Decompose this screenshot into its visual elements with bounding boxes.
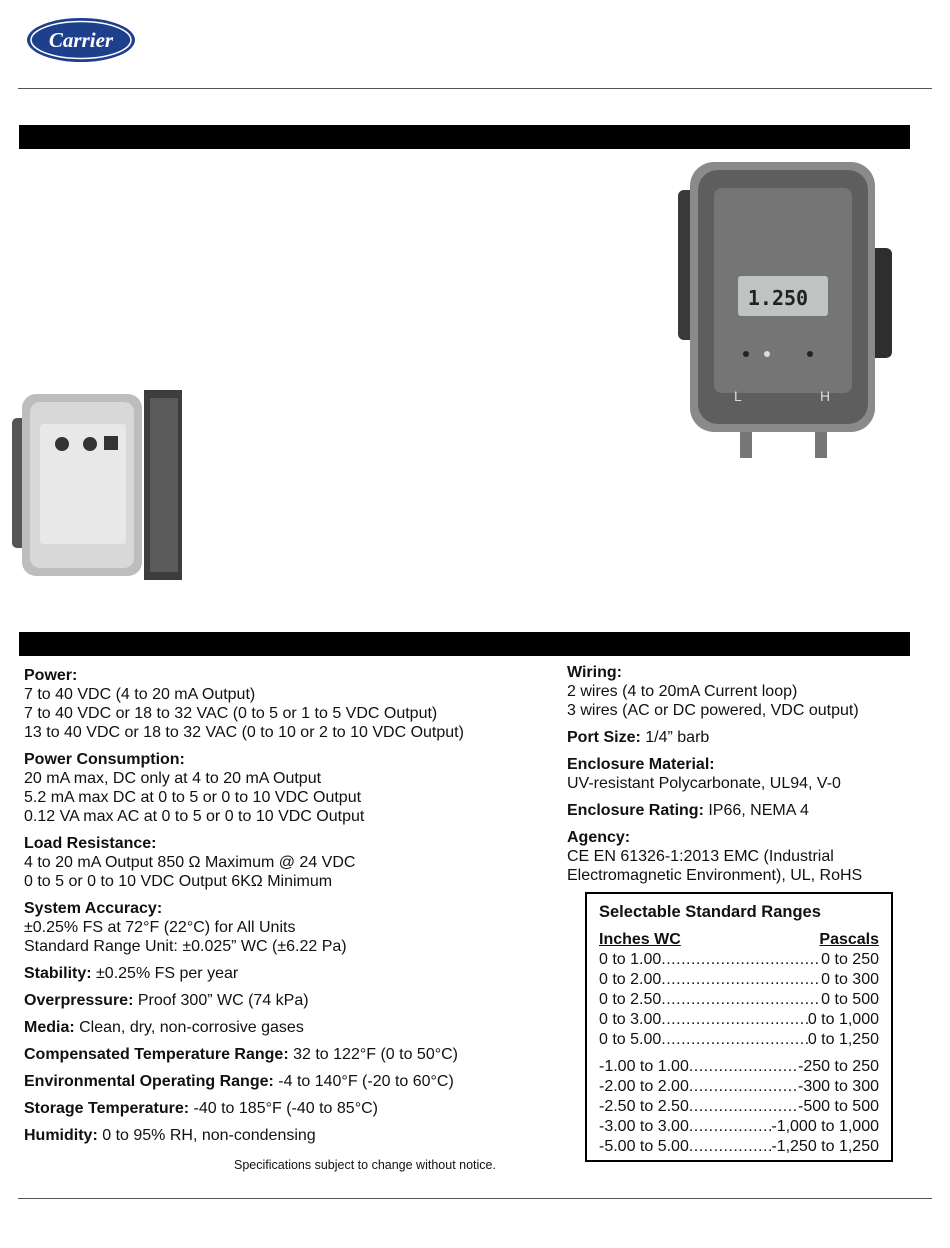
range-row (599, 990, 879, 1010)
spec-line: 13 to 40 VDC or 18 to 32 VAC (0 to 10 or 2 to 10 VDC Output) (24, 724, 464, 741)
range-pascals: 0 to 1,250 (807, 1031, 879, 1048)
spec-line: 0.12 VA max AC at 0 to 5 or 0 to 10 VDC Output (24, 808, 365, 825)
spec-label: Agency: (567, 829, 631, 846)
transmitter-open-photo (12, 388, 182, 580)
range-inches: -1.00 to 1.00 (599, 1058, 689, 1075)
spec-value: -4 to 140°F (-20 to 60°C) (278, 1073, 454, 1090)
spec-line: 2 wires (4 to 20mA Current loop) (567, 683, 798, 700)
spec-agency (567, 828, 927, 885)
range-row (599, 1117, 879, 1137)
spec-value: 1/4” barb (645, 729, 710, 746)
range-pascals: -500 to 500 (798, 1098, 879, 1115)
header-rule (18, 88, 932, 89)
section-bar-top (19, 125, 910, 149)
range-pascals: -1,250 to 1,250 (771, 1138, 879, 1155)
range-inches: -2.50 to 2.50 (599, 1098, 689, 1115)
spec-line: 7 to 40 VDC (4 to 20 mA Output) (24, 686, 256, 703)
spec-line: 4 to 20 mA Output 850 Ω Maximum @ 24 VDC (24, 854, 356, 871)
range-row (599, 1030, 879, 1050)
spec-environmental-operating-range (24, 1072, 544, 1091)
spec-line: 7 to 40 VDC or 18 to 32 VAC (0 to 5 or 1 to 5 VDC Output) (24, 705, 438, 722)
range-pascals: -300 to 300 (798, 1078, 879, 1095)
range-pascals: -250 to 250 (798, 1058, 879, 1075)
spec-label: Environmental Operating Range: (24, 1073, 274, 1090)
spec-value: Clean, dry, non-corrosive gases (79, 1019, 304, 1036)
spec-label: Enclosure Material: (567, 756, 715, 773)
spec-line: 0 to 5 or 0 to 10 VDC Output 6KΩ Minimum (24, 873, 333, 890)
range-row (599, 970, 879, 990)
spec-power (24, 666, 544, 742)
footer-rule (18, 1198, 932, 1199)
spec-load-resistance (24, 834, 544, 891)
spec-label: Overpressure: (24, 992, 134, 1009)
spec-label: Media: (24, 1019, 75, 1036)
range-inches: -3.00 to 3.00 (599, 1118, 689, 1135)
disclaimer-note: Specifications subject to change without notice. (234, 1158, 496, 1172)
spec-value: ±0.25% FS per year (96, 965, 239, 982)
spec-line: Standard Range Unit: ±0.025” WC (±6.22 Pa) (24, 938, 347, 955)
spec-value: 32 to 122°F (0 to 50°C) (293, 1046, 458, 1063)
spec-line: 3 wires (AC or DC powered, VDC output) (567, 702, 859, 719)
carrier-logo (26, 17, 136, 63)
range-pascals: 0 to 500 (821, 991, 879, 1008)
spec-stability (24, 964, 544, 983)
col-pascals: Pascals (819, 931, 879, 948)
spec-value: -40 to 185°F (-40 to 85°C) (193, 1100, 378, 1117)
spec-value: Proof 300” WC (74 kPa) (137, 992, 309, 1009)
range-inches: -5.00 to 5.00 (599, 1138, 689, 1155)
spec-label: Load Resistance: (24, 835, 157, 852)
spec-label: Compensated Temperature Range: (24, 1046, 289, 1063)
spec-line: 20 mA max, DC only at 4 to 20 mA Output (24, 770, 322, 787)
logo-text: Carrier (48, 28, 114, 52)
range-row (599, 950, 879, 970)
spec-value: IP66, NEMA 4 (708, 802, 809, 819)
spec-humidity (24, 1126, 544, 1145)
range-row (599, 1010, 879, 1030)
spec-system-accuracy (24, 899, 544, 956)
spec-label: Port Size: (567, 729, 641, 746)
spec-label: Humidity: (24, 1127, 98, 1144)
range-inches: -2.00 to 2.00 (599, 1078, 689, 1095)
col-inches-wc: Inches WC (599, 931, 681, 948)
spec-compensated-temperature (24, 1045, 544, 1064)
spec-line: 5.2 mA max DC at 0 to 5 or 0 to 10 VDC Output (24, 789, 362, 806)
range-pascals: -1,000 to 1,000 (771, 1118, 879, 1135)
range-inches: 0 to 1.00 (599, 951, 662, 968)
port-label-l: L (734, 388, 742, 404)
range-pascals: 0 to 1,000 (807, 1011, 879, 1028)
range-row (599, 1057, 879, 1077)
spec-storage-temperature (24, 1099, 544, 1118)
spec-label: System Accuracy: (24, 900, 163, 917)
spec-power-consumption (24, 750, 544, 826)
section-bar-specs (19, 632, 910, 656)
spec-line: CE EN 61326-1:2013 EMC (Industrial (567, 848, 834, 865)
spec-label: Storage Temperature: (24, 1100, 190, 1117)
range-row (599, 1077, 879, 1097)
spec-port-size (567, 728, 927, 747)
spec-label: Enclosure Rating: (567, 802, 704, 819)
spec-label: Power: (24, 667, 78, 684)
specifications-left (24, 666, 544, 1153)
range-pascals: 0 to 250 (821, 951, 879, 968)
spec-label: Stability: (24, 965, 92, 982)
range-inches: 0 to 3.00 (599, 1011, 662, 1028)
transmitter-photo (670, 158, 900, 463)
lcd-reading: 1.250 (747, 286, 809, 310)
range-inches: 0 to 5.00 (599, 1031, 662, 1048)
spec-value: 0 to 95% RH, non-condensing (102, 1127, 316, 1144)
ranges-title: Selectable Standard Ranges (599, 903, 821, 921)
range-inches: 0 to 2.00 (599, 971, 662, 988)
spec-media (24, 1018, 544, 1037)
ranges-header (599, 930, 879, 950)
port-label-h: H (820, 388, 831, 404)
spec-enclosure-material (567, 755, 927, 793)
specifications-right (567, 663, 927, 893)
range-pascals: 0 to 300 (821, 971, 879, 988)
spec-line: UV-resistant Polycarbonate, UL94, V-0 (567, 775, 841, 792)
range-row (599, 1097, 879, 1117)
ranges-table (585, 892, 893, 1162)
spec-overpressure (24, 991, 544, 1010)
range-inches: 0 to 2.50 (599, 991, 662, 1008)
spec-label: Power Consumption: (24, 751, 185, 768)
range-row (599, 1137, 879, 1157)
spec-line: ±0.25% FS at 72°F (22°C) for All Units (24, 919, 296, 936)
spec-label: Wiring: (567, 664, 622, 681)
spec-enclosure-rating (567, 801, 927, 820)
spec-wiring (567, 663, 927, 720)
spec-line: Electromagnetic Environment), UL, RoHS (567, 867, 863, 884)
